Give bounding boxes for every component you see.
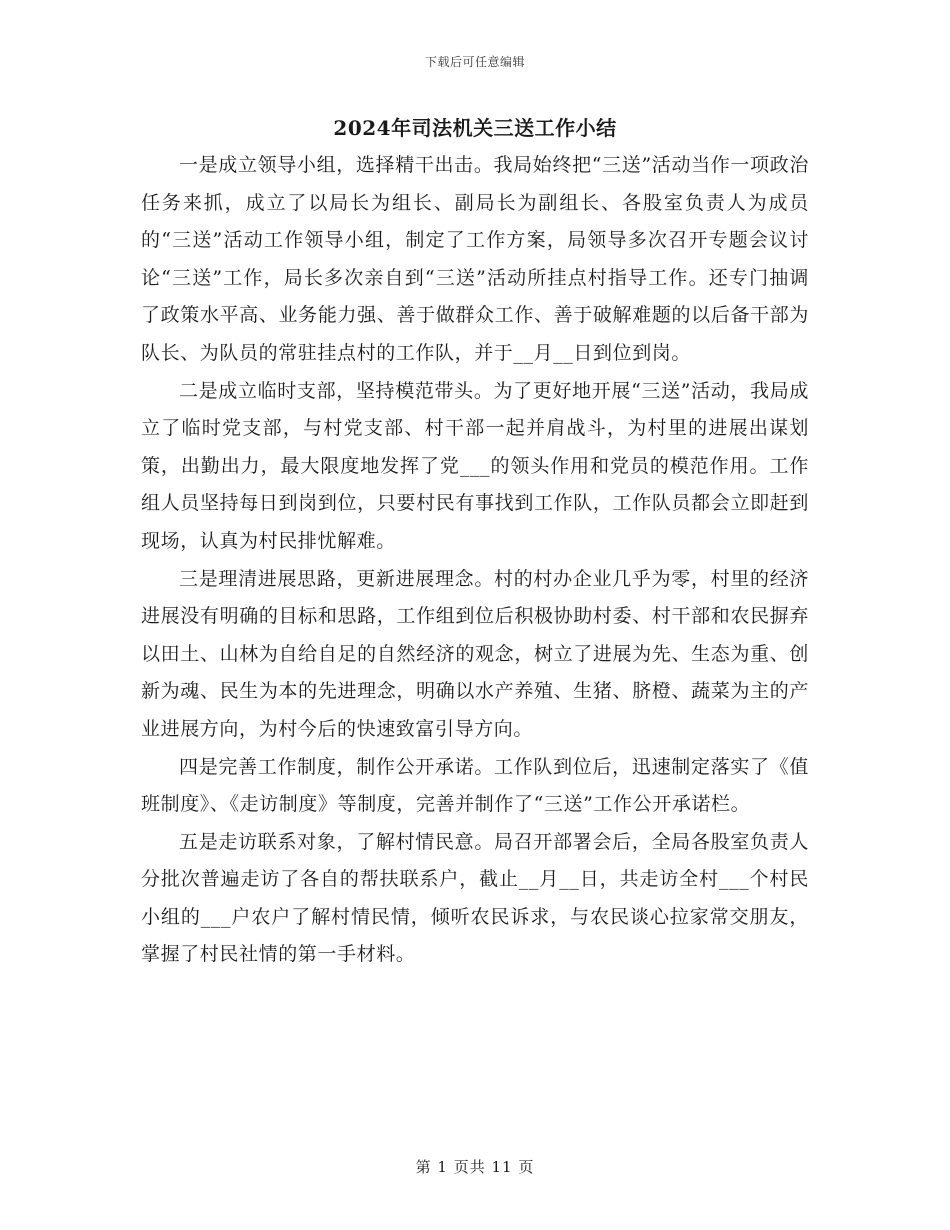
download-editable-note: 下载后可任意编辑 bbox=[424, 55, 525, 69]
paragraph-development-ideas: 三是理清进展思路，更新进展理念。村的村办企业几乎为零，村里的经济进展没有明确的目标和思路，工作组到位后积极协助村委、村干部和农民摒弃以田土、山林为自给自足的自然经济的观念，树立了进展为先、生态为重、创新为魂、民生为本的先进理念，明确以水产养殖、生猪、脐橙、蔬菜为主的产业进展方向，为村今后的快速致富引导方向。 bbox=[141, 567, 809, 740]
paragraph-temporary-branch: 二是成立临时支部，坚持模范带头。为了更好地开展“三送”活动，我局成立了临时党支部，与村党支部、村干部一起并肩战斗，为村里的进展出谋划策，出勤出力，最大限度地发挥了党___的领头作用和党员的模范作用。工作组人员坚持每日到岗到位，只要村民有事找到工作队，工作队员都会立即赶到现场，认真为村民排忧解难。 bbox=[141, 379, 809, 552]
paragraph-visit-contacts: 五是走访联系对象，了解村情民意。局召开部署会后，全局各股室负责人分批次普遍走访了各自的帮扶联系户，截止__月__日，共走访全村___个村民小组的___户农户了解村情民情，倾听农民诉求，与农民谈心拉家常交朋友，掌握了村民社情的第一手材料。 bbox=[141, 830, 809, 966]
paragraph-work-system: 四是完善工作制度，制作公开承诺。工作队到位后，迅速制定落实了《值班制度》、《走访制度》等制度，完善并制作了“三送”工作公开承诺栏。 bbox=[141, 755, 809, 816]
document-title: 2024年司法机关三送工作小结 bbox=[333, 116, 617, 140]
paragraph-leadership-group: 一是成立领导小组，选择精干出击。我局始终把“三送”活动当作一项政治任务来抓，成立了以局长为组长、副局长为副组长、各股室负责人为成员的“三送”活动工作领导小组，制定了工作方案，局领导多次召开专题会议讨论“三送”工作，局长多次亲自到“三送”活动所挂点村指导工作。还专门抽调了政策水平高、业务能力强、善于做群众工作、善于破解难题的以后备干部为队长、为队员的常驻挂点村的工作队，并于__月__日到位到岗。 bbox=[141, 154, 809, 364]
document-body bbox=[141, 147, 809, 974]
page-number: 第 1 页共 11 页 bbox=[415, 1158, 535, 1176]
